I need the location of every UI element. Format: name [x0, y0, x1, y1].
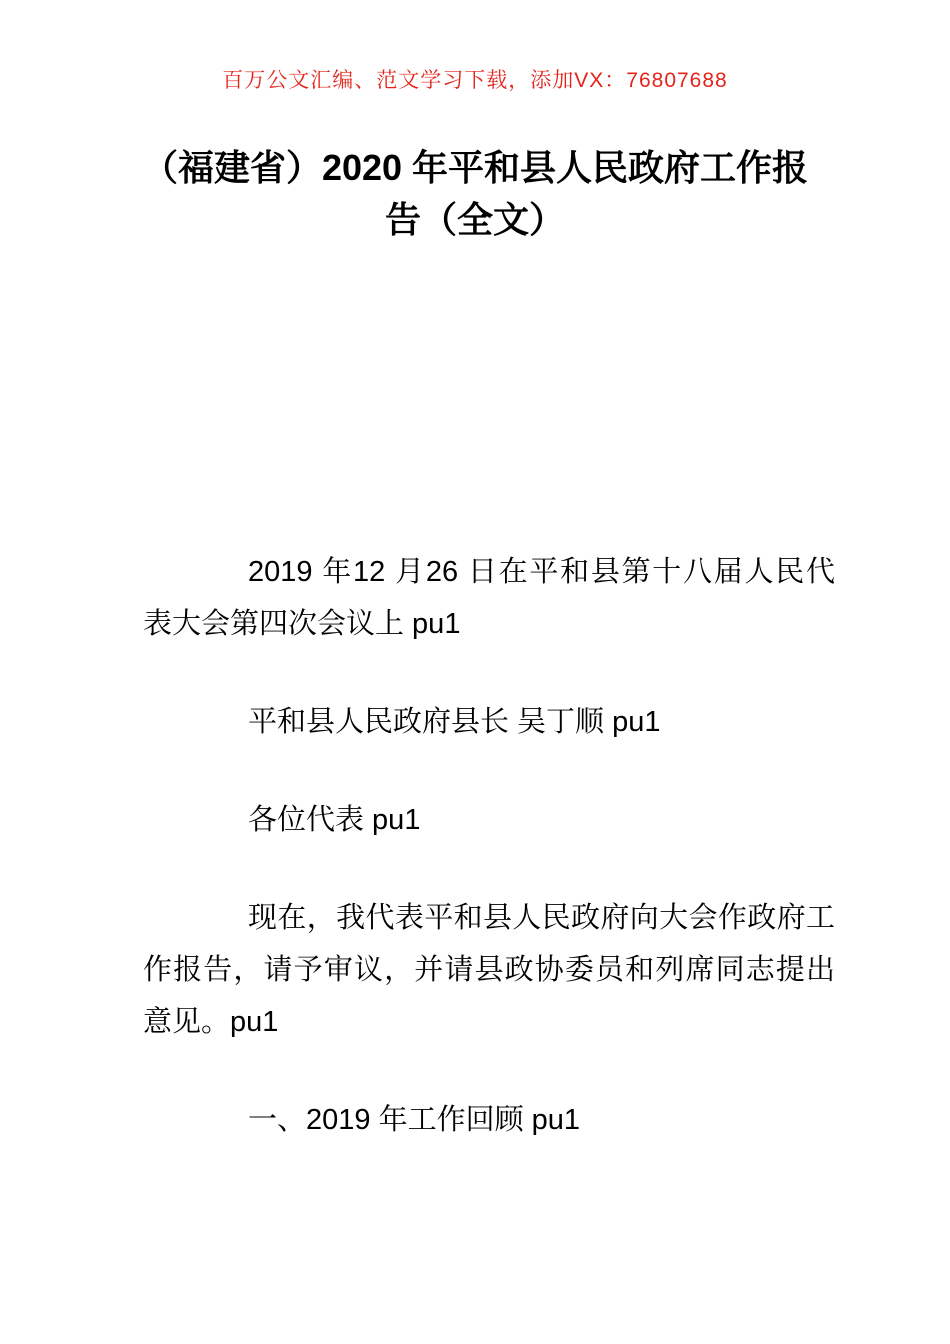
document-title: （福建省）2020 年平和县人民政府工作报告（全文）: [141, 147, 809, 240]
document-body: [143, 546, 835, 1192]
paragraph-intro: 现在，我代表平和县人民政府向大会作政府工作报告，请予审议，并请县政协委员和列席同志提出意见。pu1: [143, 902, 835, 1038]
watermark-header: 百万公文汇编、范文学习下载，添加VX：76807688: [222, 69, 728, 92]
paragraph-section-heading: 一、2019 年工作回顾 pu1: [248, 1104, 581, 1136]
paragraph-salutation: 各位代表 pu1: [248, 804, 421, 836]
paragraph-speaker: 平和县人民政府县长 吴丁顺 pu1: [248, 706, 661, 738]
paragraph-meeting-info: 2019 年12 月26 日在平和县第十八届人民代表大会第四次会议上 pu1: [143, 556, 835, 640]
